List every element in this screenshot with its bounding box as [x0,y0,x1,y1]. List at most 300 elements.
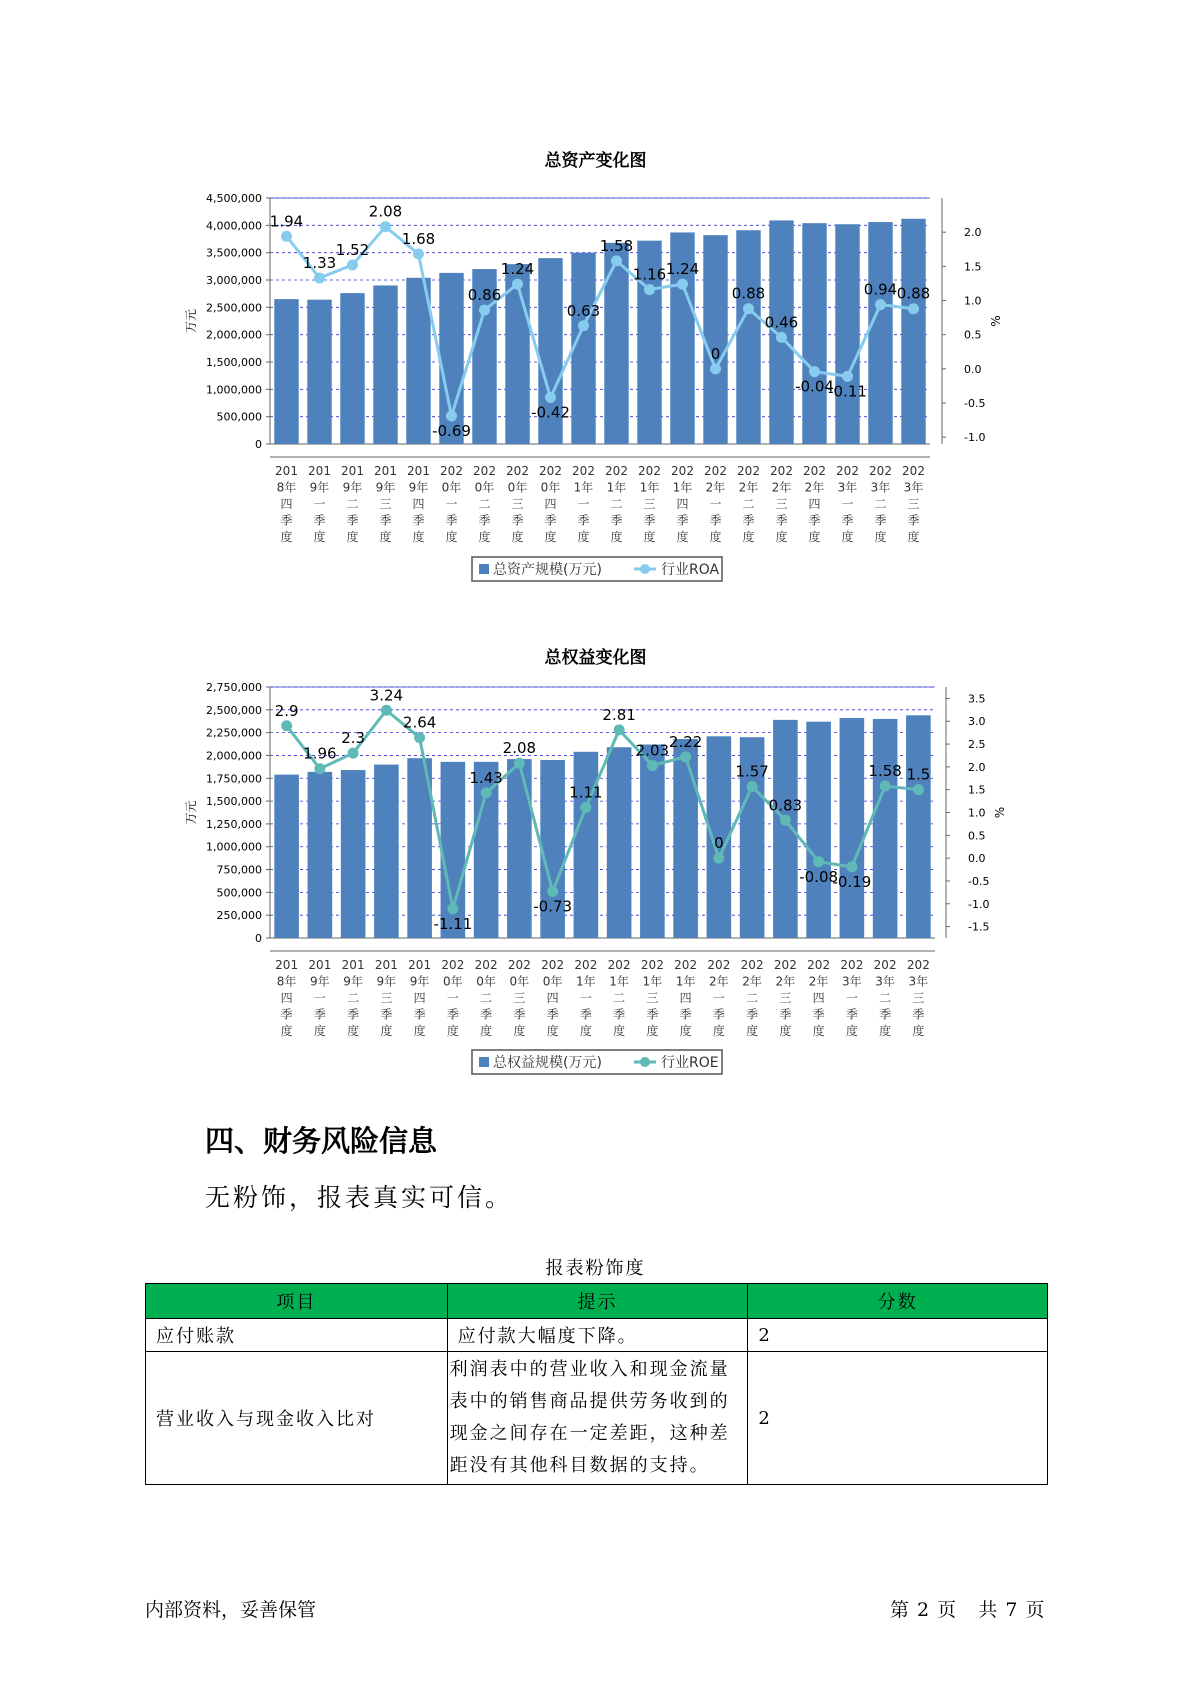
data-label: -0.42 [531,403,570,422]
y-left-tick-label: 750,000 [216,863,262,877]
x-tick-label: 202 [873,958,897,972]
data-label: 1.58 [599,236,634,255]
x-tick-label: 202 [640,958,664,972]
x-tick-label: 三 [380,991,393,1005]
x-tick-label: 202 [671,464,694,478]
bar [340,293,364,444]
x-tick-label: 季 [907,513,920,528]
data-label: 3.24 [369,686,404,705]
x-tick-label: 201 [308,958,332,972]
x-tick-label: 201 [275,464,298,478]
x-tick-label: 度 [742,530,755,544]
data-label: 2.81 [602,705,636,724]
x-tick-label: 202 [803,464,826,478]
series-point [547,886,558,897]
x-tick-label: 四 [808,497,821,511]
x-tick-label: 3年 [842,974,862,989]
x-tick-label: 202 [574,958,598,972]
bar [806,722,831,938]
x-tick-label: 度 [412,530,425,544]
x-tick-label: 季 [511,513,524,528]
x-tick-label: 202 [440,464,463,478]
data-label: 0 [714,834,724,853]
legend-bar-label: 总权益规模(万元) [493,1055,602,1071]
x-tick-label: 1年 [573,480,594,495]
x-tick-label: 3年 [875,974,895,989]
x-tick-label: 度 [679,1024,692,1038]
x-tick-label: 三 [912,991,925,1005]
x-tick-label: 度 [513,1024,526,1038]
x-tick-label: 度 [347,1024,360,1038]
x-tick-label: 季 [709,513,722,528]
x-tick-label: 2年 [771,480,792,495]
series-point [710,363,721,374]
y-right-tick-label: -1.0 [964,431,986,445]
series-point [908,303,919,314]
data-label: -0.19 [832,872,872,891]
x-tick-label: 202 [807,958,831,972]
row-hint: 应付款大幅度下降。 [447,1319,748,1352]
x-tick-label: 四 [412,497,425,511]
x-tick-label: 9年 [309,480,330,495]
x-tick-label: 202 [607,958,631,972]
x-tick-label: 度 [808,530,821,544]
table-row [146,1319,1048,1352]
x-tick-label: 1年 [576,974,596,989]
legend-line-label: 行业ROE [661,1055,719,1071]
series-point [780,815,791,826]
x-tick-label: 3年 [837,480,858,495]
x-tick-label: 202 [836,464,859,478]
y-right-tick-label: -0.5 [968,874,990,888]
x-tick-label: 三 [775,497,788,511]
x-tick-label: 9年 [375,480,396,495]
x-tick-label: 9年 [376,974,397,989]
x-tick-label: 2年 [738,480,759,495]
x-tick-label: 202 [707,958,731,972]
x-tick-label: 202 [539,464,562,478]
total-equity-chart [0,672,1191,1102]
series-point [680,751,691,762]
x-tick-label: 二 [874,497,887,511]
y-right-tick-label: 1.0 [968,806,986,820]
x-tick-label: 季 [346,513,359,528]
x-tick-label: 8年 [276,480,297,495]
x-tick-label: 二 [879,991,892,1005]
x-tick-label: 季 [446,1007,459,1022]
x-tick-label: 季 [676,513,689,528]
series-point [414,732,425,743]
x-tick-label: 9年 [310,974,330,989]
x-tick-label: 三 [646,991,659,1005]
y-right-tick-label: 2.0 [968,760,986,774]
legend [472,1050,722,1074]
section-text: 无粉饰，报表真实可信。 [205,1183,514,1212]
x-tick-label: 一 [845,991,858,1005]
series-point [644,284,655,295]
x-tick-label: 2年 [705,480,726,495]
x-tick-label: 202 [770,464,793,478]
x-tick-label: 季 [577,513,590,528]
x-tick-label: 四 [413,991,426,1005]
chart-2-title: 总权益变化图 [544,648,647,668]
x-tick-label: 度 [646,1024,659,1038]
data-label: -1.11 [433,914,473,933]
x-tick-label: 二 [742,497,755,511]
x-tick-label: 度 [445,530,458,544]
x-tick-label: 2年 [775,974,796,989]
x-tick-label: 3年 [908,974,929,989]
chart-1-title: 总资产变化图 [544,151,647,171]
x-tick-label: 季 [775,513,788,528]
y-left-tick-label: 3,500,000 [206,246,262,260]
data-label: 1.16 [632,265,667,284]
bar [901,219,925,444]
data-label: 2.03 [635,741,670,760]
x-tick-label: 202 [507,958,531,972]
series-point [875,299,886,310]
data-label: 1.58 [868,762,902,781]
data-label: 2.64 [402,713,437,732]
header-hint: 提示 [447,1284,748,1319]
x-tick-label: 度 [546,1024,559,1038]
x-tick-label: 1年 [639,480,660,495]
series-point [880,781,891,792]
y-right-tick-label: 2.5 [968,738,986,752]
data-label: 1.33 [302,253,337,272]
x-tick-label: 季 [413,1007,426,1022]
bar [274,775,299,938]
x-tick-label: 度 [613,1024,626,1038]
bar [673,739,698,938]
legend-line-marker [640,1057,650,1067]
series-point [842,371,853,382]
x-tick-label: 一 [313,497,326,511]
x-tick-label: 1年 [672,480,693,495]
series-point [578,320,589,331]
data-label: 1.68 [401,230,436,249]
x-tick-label: 度 [380,1024,393,1038]
x-tick-label: 202 [840,958,864,972]
legend-bar-label: 总资产规模(万元) [493,562,602,578]
y-right-tick-label: 1.5 [968,783,986,797]
legend [472,557,722,581]
data-label: -0.11 [828,382,867,401]
table-caption: 报表粉饰度 [545,1258,646,1279]
bar [507,759,532,938]
x-tick-label: 202 [869,464,892,478]
x-tick-label: 201 [407,464,430,478]
x-tick-label: 三 [779,991,792,1005]
x-tick-label: 一 [712,991,725,1005]
x-tick-label: 四 [280,497,293,511]
x-tick-label: 3年 [903,480,924,495]
y-right-tick-label: -1.5 [968,920,990,934]
x-tick-label: 0年 [443,974,463,989]
x-tick-label: 季 [746,1007,759,1022]
y-left-tick-label: 500,000 [216,886,262,900]
series-point [381,705,392,716]
data-label: 1.96 [303,744,337,763]
x-tick-label: 202 [473,464,496,478]
data-label: 1.94 [269,212,304,231]
y-left-tick-label: 1,750,000 [206,772,262,786]
y-left-tick-label: 500,000 [216,410,262,424]
data-label: 1.11 [569,783,603,802]
y-left-tick-label: 1,000,000 [206,383,262,397]
series-point [413,249,424,260]
x-tick-label: 一 [445,497,458,511]
data-label: 1.24 [500,260,535,279]
series-point [580,802,591,813]
series-point [281,231,292,242]
data-label: 1.57 [735,762,769,781]
series-point [481,787,492,798]
x-tick-label: 季 [879,1007,892,1022]
series-point [446,410,457,421]
legend-line-marker [640,564,650,574]
row-hint: 利润表中的营业收入和现金流量表中的销售商品提供劳务收到的现金之间存在一定差距，这种差距没有其他科目数据的支持。 [447,1352,748,1485]
row-item: 应付账款 [146,1319,448,1352]
x-tick-label: 季 [347,1007,360,1022]
data-label: 1.24 [665,260,700,279]
y-left-tick-label: 4,000,000 [206,219,262,233]
bar [840,718,865,938]
series-point [743,303,754,314]
data-label: -0.08 [799,867,839,886]
x-tick-label: 三 [643,497,656,511]
bar [604,243,628,444]
x-tick-label: 季 [379,513,392,528]
data-label: 0.63 [566,301,601,320]
series-point [514,758,525,769]
x-tick-label: 季 [313,1007,326,1022]
series-point [614,724,625,735]
x-tick-label: 一 [709,497,722,511]
table-header-row [146,1284,1048,1319]
y-right-tick-label: -1.0 [968,897,990,911]
x-tick-label: 季 [874,513,887,528]
series-point [479,305,490,316]
x-tick-label: 202 [474,958,498,972]
legend-line-label: 行业ROA [661,562,720,578]
bar [640,745,665,938]
y-right-tick-label: -0.5 [964,397,986,410]
data-label: 1.52 [335,240,370,259]
bar [607,747,632,938]
y-left-tick-label: 2,250,000 [206,726,262,740]
series-point [447,903,458,914]
y-right-axis-title: % [989,315,1003,327]
x-tick-label: 0年 [540,480,561,495]
row-item: 营业收入与现金收入比对 [146,1352,448,1485]
data-label: 2.22 [668,732,703,751]
bar [703,235,727,444]
bar [308,772,333,938]
bar [906,715,931,938]
x-tick-label: 202 [638,464,661,478]
x-tick-label: 一 [446,991,459,1005]
bar [341,770,366,938]
x-tick-label: 201 [374,464,397,478]
y-left-tick-label: 2,000,000 [206,749,262,763]
x-tick-label: 0年 [509,974,530,989]
x-tick-label: 度 [879,1024,892,1038]
y-left-tick-label: 2,500,000 [206,301,262,315]
data-label: 0.86 [467,286,502,305]
x-tick-label: 季 [478,513,491,528]
x-tick-label: 度 [907,530,920,544]
x-tick-label: 度 [280,1024,293,1038]
x-tick-label: 季 [313,513,326,528]
x-tick-label: 季 [679,1007,692,1022]
x-tick-label: 度 [841,530,854,544]
x-tick-label: 季 [912,1007,925,1022]
x-tick-label: 三 [907,497,920,511]
x-tick-label: 202 [737,464,760,478]
x-tick-label: 1年 [675,974,696,989]
x-tick-label: 度 [280,530,293,544]
x-tick-label: 8年 [276,974,297,989]
header-score: 分数 [748,1284,1048,1319]
x-tick-label: 四 [544,497,557,511]
y-left-tick-label: 3,000,000 [206,274,262,287]
x-tick-label: 201 [374,958,398,972]
series-point [677,279,688,290]
series-point [846,861,857,872]
y-left-tick-label: 1,500,000 [206,356,262,369]
x-tick-label: 度 [544,530,557,544]
x-tick-label: 四 [280,991,293,1005]
x-tick-label: 201 [275,958,299,972]
x-tick-label: 季 [613,1007,626,1022]
x-tick-label: 9年 [409,974,430,989]
x-tick-label: 202 [605,464,628,478]
series-point [647,760,658,771]
x-tick-label: 二 [346,497,359,511]
x-tick-label: 季 [544,513,557,528]
x-tick-label: 二 [347,991,360,1005]
x-tick-label: 度 [912,1024,925,1038]
y-left-tick-label: 0 [255,932,262,945]
x-tick-label: 0年 [441,480,462,495]
x-tick-label: 季 [779,1007,792,1022]
x-tick-label: 度 [845,1024,858,1038]
data-label: 0.83 [768,796,803,815]
x-tick-label: 度 [379,530,392,544]
y-right-tick-label: 0.5 [968,829,986,843]
y-left-tick-label: 4,500,000 [206,192,262,205]
bar [736,230,760,444]
series-point [314,763,325,774]
x-tick-label: 度 [480,1024,493,1038]
y-right-tick-label: 2.0 [964,226,982,240]
legend-bar-swatch [479,564,489,574]
x-tick-label: 度 [579,1024,592,1038]
x-tick-label: 1年 [609,974,629,989]
x-tick-label: 度 [313,1024,326,1038]
x-tick-label: 三 [379,497,392,511]
x-tick-label: 季 [610,513,623,528]
series-point [281,720,292,731]
bar [802,223,826,444]
y-left-tick-label: 2,000,000 [206,328,262,342]
row-score: 2 [748,1352,1048,1485]
data-label: -0.69 [432,421,471,440]
section-heading: 四、财务风险信息 [205,1124,438,1158]
data-label: 0.46 [764,313,799,332]
x-tick-label: 度 [313,530,326,544]
y-left-axis-title: 万元 [184,800,198,825]
x-tick-label: 季 [845,1007,858,1022]
risk-table [145,1283,1048,1485]
series-point [813,856,824,867]
y-left-axis-title: 万元 [184,308,198,334]
x-tick-label: 季 [808,513,821,528]
x-tick-label: 一 [579,991,592,1005]
y-right-tick-label: 0.0 [968,852,986,866]
bar [307,300,331,444]
x-tick-label: 一 [313,991,326,1005]
x-tick-label: 0年 [474,480,495,495]
x-tick-label: 2年 [808,974,829,989]
x-tick-label: 202 [674,958,698,972]
x-tick-label: 202 [441,958,465,972]
series-point [545,392,556,403]
x-tick-label: 季 [742,513,755,528]
x-tick-label: 四 [676,497,689,511]
x-tick-label: 度 [709,530,722,544]
x-tick-label: 季 [513,1007,526,1022]
series-point [380,221,391,232]
data-label: -0.04 [795,377,834,396]
x-tick-label: 二 [480,991,493,1005]
x-tick-label: 四 [679,991,692,1005]
x-tick-label: 一 [577,497,590,511]
data-label: 2.08 [502,739,537,758]
x-tick-label: 季 [445,513,458,528]
series-point [348,748,359,759]
x-tick-label: 二 [613,991,626,1005]
data-label: 1.43 [469,768,503,787]
x-tick-label: 202 [902,464,925,478]
series-point [776,332,787,343]
x-tick-label: 202 [704,464,727,478]
series-point [347,259,358,270]
x-tick-label: 度 [676,530,689,544]
x-tick-label: 度 [346,530,359,544]
data-label: 0.88 [896,284,931,303]
total-assets-chart [0,175,1191,605]
x-tick-label: 二 [746,991,759,1005]
x-tick-label: 0年 [542,974,563,989]
data-label: 1.5 [906,765,931,784]
x-tick-label: 季 [280,513,293,528]
y-left-tick-label: 1,250,000 [206,817,262,831]
header-item: 项目 [146,1284,448,1319]
x-tick-label: 202 [541,958,565,972]
x-tick-label: 201 [341,958,365,972]
x-tick-label: 度 [446,1024,459,1038]
x-tick-label: 季 [280,1007,293,1022]
series-point [611,255,622,266]
y-right-axis-title: % [993,806,1007,819]
series-point [747,781,758,792]
x-tick-label: 度 [812,1024,825,1038]
x-tick-label: 1年 [642,974,663,989]
x-tick-label: 度 [874,530,887,544]
y-left-tick-label: 250,000 [216,909,262,923]
